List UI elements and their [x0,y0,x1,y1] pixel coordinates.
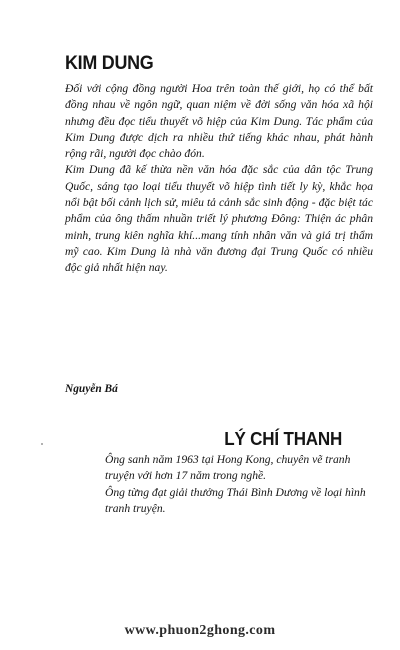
footer-website [0,623,400,639]
footer-url-prefix: www.phuon [124,623,200,638]
signature-author: Nguyễn Bá [65,383,118,395]
biography-paragraph: Đối với cộng đồng người Hoa trên toàn thế giới, họ có thể bất đồng nhau về ngôn ngữ, quan niệm về đời sống văn hóa xã hội nhưng đều đọc tiểu thuyết võ hiệp của Kim Dung. Tác phẩm của Kim Dung được dịch ra nhiều thứ tiếng khác nhau, phát hành rộng rãi, người đọc chào đón. [65,82,373,161]
biography-paragraph: Ông từng đạt giải thưởng Thái Bình Dương về loại hình tranh truyện. [105,485,366,515]
scan-speck-mark [40,433,44,437]
kim-dung-biography [65,81,373,277]
author-heading-ly-chi-thanh: LÝ CHÍ THANH [224,428,342,449]
page-number: 2 [199,623,207,638]
biography-paragraph: Kim Dung đã kế thừa nền văn hóa đặc sắc của dân tộc Trung Quốc, sáng tạo loại tiểu thuyết võ hiệp tình tiết ly kỳ, khắc họa nổi bật bối cảnh lịch sử, miêu tả cảnh sắc sinh động - đặc biệt tác phẩm của ông thấm nhuần triết lý phương Đông: Thiện ác phân minh, trung kiên nghĩa khí...mang tính nhân văn và giá trị thẩm mỹ cao. Kim Dung là nhà văn đương đại Trung Quốc có nhiều độc giả nhất hiện nay. [65,163,373,275]
biography-paragraph: Ông sanh năm 1963 tại Hong Kong, chuyên vẽ tranh truyện với hơn 17 năm trong nghề. [105,453,351,483]
footer-url-suffix: ghong.com [206,623,276,638]
ly-chi-thanh-biography [105,452,373,517]
author-heading-kim-dung: KIM DUNG [65,52,154,74]
